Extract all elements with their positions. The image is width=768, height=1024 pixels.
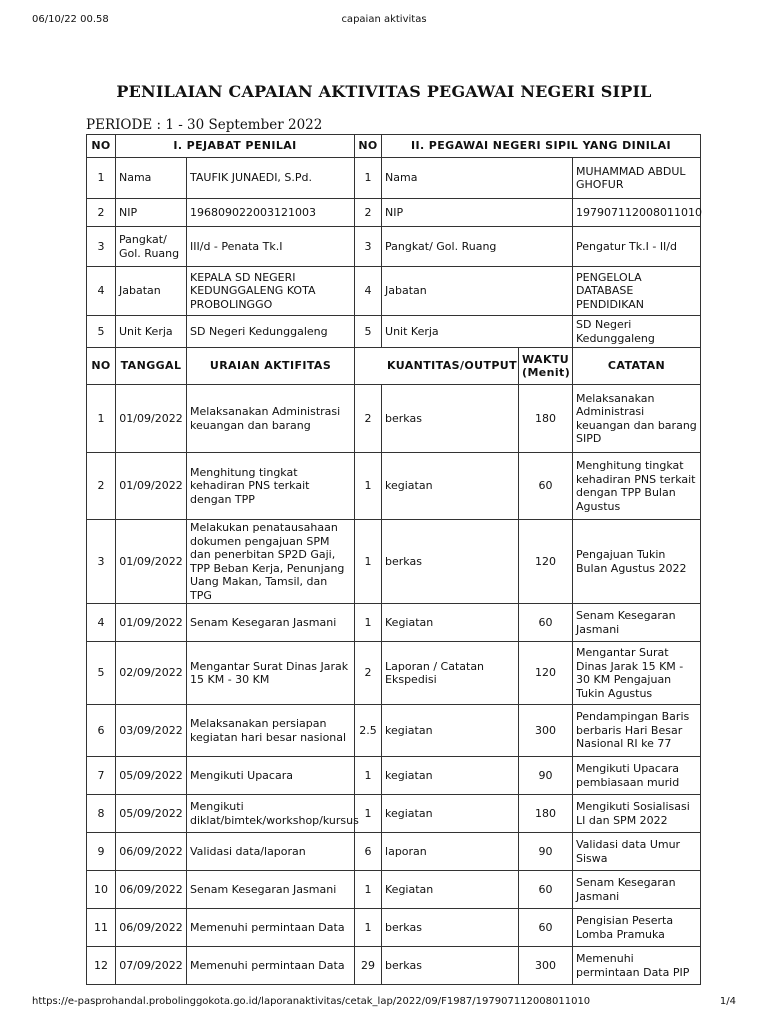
activity-quantity: 1 [355,453,382,520]
page-url: https://e-pasprohandal.probolinggokota.go.id/laporanaktivitas/cetak_lap/2022/09/F1987/197907112008011010 [32,996,591,1007]
info-value2: PENGELOLA DATABASE PENDIDIKAN [573,267,701,316]
activity-minutes: 60 [519,909,573,947]
activity-unit: laporan [382,833,519,871]
info-value: TAUFIK JUNAEDI, S.Pd. [187,158,355,199]
info-no2: 3 [355,227,382,267]
info-row [87,158,701,199]
info-header-pejabat: I. PEJABAT PENILAI [116,135,355,158]
activity-header-kuantitas: KUANTITAS/OUTPUT [355,348,519,385]
info-value: 196809022003121003 [187,199,355,227]
activity-row [87,520,701,604]
info-row [87,316,701,348]
activity-note: Senam Kesegaran Jasmani [573,604,701,642]
info-header-pegawai: II. PEGAWAI NEGERI SIPIL YANG DINILAI [382,135,701,158]
info-no: 5 [87,316,116,348]
activity-header-uraian: URAIAN AKTIFITAS [187,348,355,385]
info-label2: NIP [382,199,573,227]
activity-no: 6 [87,705,116,757]
activity-date: 05/09/2022 [116,795,187,833]
activity-note: Senam Kesegaran Jasmani [573,871,701,909]
activity-quantity: 1 [355,871,382,909]
activity-description: Melaksanakan Administrasi keuangan dan barang [187,385,355,453]
info-value2: MUHAMMAD ABDUL GHOFUR [573,158,701,199]
info-row [87,267,701,316]
activity-no: 2 [87,453,116,520]
activity-row [87,385,701,453]
info-no: 4 [87,267,116,316]
activity-date: 06/09/2022 [116,909,187,947]
document-title: PENILAIAN CAPAIAN AKTIVITAS PEGAWAI NEGERI SIPIL [116,82,652,101]
info-no: 3 [87,227,116,267]
activity-row [87,757,701,795]
activity-minutes: 60 [519,453,573,520]
info-label2: Jabatan [382,267,573,316]
activity-note: Memenuhi permintaan Data PIP [573,947,701,985]
activity-date: 07/09/2022 [116,947,187,985]
info-value: III/d - Penata Tk.I [187,227,355,267]
print-page-title: capaian aktivitas [341,14,427,25]
activity-row [87,453,701,520]
activity-note: Melaksanakan Administrasi keuangan dan barang SIPD [573,385,701,453]
activity-no: 8 [87,795,116,833]
activity-unit: kegiatan [382,453,519,520]
activity-no: 5 [87,642,116,705]
periode-label: PERIODE : 1 - 30 September 2022 [86,117,323,133]
activity-note: Mengikuti Upacara pembiasaan murid [573,757,701,795]
info-row [87,199,701,227]
activity-row [87,705,701,757]
activity-quantity: 2 [355,385,382,453]
info-value: KEPALA SD NEGERI KEDUNGGALENG KOTA PROBOLINGGO [187,267,355,316]
activity-date: 01/09/2022 [116,453,187,520]
info-label: NIP [116,199,187,227]
activity-unit: kegiatan [382,757,519,795]
info-label2: Pangkat/ Gol. Ruang [382,227,573,267]
activity-minutes: 60 [519,604,573,642]
activity-header-catatan: CATATAN [573,348,701,385]
activity-minutes: 300 [519,947,573,985]
activity-row [87,604,701,642]
activity-header-row [87,348,701,385]
activity-row [87,642,701,705]
activity-unit: berkas [382,385,519,453]
activity-description: Senam Kesegaran Jasmani [187,604,355,642]
activity-no: 3 [87,520,116,604]
activity-unit: kegiatan [382,705,519,757]
info-no: 1 [87,158,116,199]
info-header-row [87,135,701,158]
activity-row [87,909,701,947]
info-no: 2 [87,199,116,227]
activity-description: Melaksanakan persiapan kegiatan hari besar nasional [187,705,355,757]
info-no2: 2 [355,199,382,227]
activity-description: Mengantar Surat Dinas Jarak 15 KM - 30 KM [187,642,355,705]
activity-row [87,871,701,909]
activity-row [87,795,701,833]
activity-minutes: 90 [519,757,573,795]
activity-unit: kegiatan [382,795,519,833]
page-number: 1/4 [719,996,736,1007]
activity-quantity: 29 [355,947,382,985]
activity-no: 4 [87,604,116,642]
info-label2: Unit Kerja [382,316,573,348]
print-datetime: 06/10/22 00.58 [32,14,109,25]
activity-quantity: 1 [355,795,382,833]
activity-description: Melakukan penatausahaan dokumen pengajuan SPM dan penerbitan SP2D Gaji, TPP Beban Kerja, Penunjang Uang Makan, Tamsil, dan TPG [187,520,355,604]
activity-quantity: 1 [355,604,382,642]
activity-no: 11 [87,909,116,947]
activity-date: 05/09/2022 [116,757,187,795]
activity-no: 1 [87,385,116,453]
info-label: Unit Kerja [116,316,187,348]
activity-description: Memenuhi permintaan Data [187,947,355,985]
activity-date: 01/09/2022 [116,385,187,453]
activity-date: 01/09/2022 [116,604,187,642]
activity-date: 02/09/2022 [116,642,187,705]
activity-no: 10 [87,871,116,909]
activity-header-tanggal: TANGGAL [116,348,187,385]
info-header-no2: NO [355,135,382,158]
activity-description: Memenuhi permintaan Data [187,909,355,947]
activity-note: Pendampingan Baris berbaris Hari Besar Nasional RI ke 77 [573,705,701,757]
info-label: Pangkat/ Gol. Ruang [116,227,187,267]
activity-description: Mengikuti diklat/bimtek/workshop/kursus [187,795,355,833]
activity-description: Validasi data/laporan [187,833,355,871]
activity-no: 12 [87,947,116,985]
activity-unit: Kegiatan [382,871,519,909]
info-value: SD Negeri Kedunggaleng [187,316,355,348]
activity-description: Senam Kesegaran Jasmani [187,871,355,909]
activity-minutes: 120 [519,642,573,705]
activity-quantity: 1 [355,909,382,947]
activity-quantity: 6 [355,833,382,871]
info-no2: 4 [355,267,382,316]
activity-quantity: 1 [355,520,382,604]
activity-date: 01/09/2022 [116,520,187,604]
activity-minutes: 90 [519,833,573,871]
activity-row [87,947,701,985]
activity-note: Pengisian Peserta Lomba Pramuka [573,909,701,947]
activity-note: Validasi data Umur Siswa [573,833,701,871]
activity-minutes: 60 [519,871,573,909]
info-row [87,227,701,267]
activity-no: 9 [87,833,116,871]
info-value2: SD Negeri Kedunggaleng [573,316,701,348]
activity-quantity: 1 [355,757,382,795]
info-value2: Pengatur Tk.I - II/d [573,227,701,267]
activity-no: 7 [87,757,116,795]
activity-note: Menghitung tingkat kehadiran PNS terkait dengan TPP Bulan Agustus [573,453,701,520]
activity-note: Mengikuti Sosialisasi LI dan SPM 2022 [573,795,701,833]
info-value2: 197907112008011010 [573,199,701,227]
activity-date: 06/09/2022 [116,871,187,909]
assessment-table [86,134,701,985]
activity-unit: berkas [382,520,519,604]
activity-unit: Kegiatan [382,604,519,642]
activity-minutes: 180 [519,385,573,453]
activity-minutes: 180 [519,795,573,833]
info-header-no: NO [87,135,116,158]
activity-date: 03/09/2022 [116,705,187,757]
activity-date: 06/09/2022 [116,833,187,871]
activity-description: Menghitung tingkat kehadiran PNS terkait dengan TPP [187,453,355,520]
activity-minutes: 300 [519,705,573,757]
activity-header-waktu: WAKTU (Menit) [519,348,573,385]
activity-unit: berkas [382,909,519,947]
activity-quantity: 2 [355,642,382,705]
info-label: Nama [116,158,187,199]
activity-unit: Laporan / Catatan Ekspedisi [382,642,519,705]
info-no2: 1 [355,158,382,199]
activity-quantity: 2.5 [355,705,382,757]
activity-header-no: NO [87,348,116,385]
info-label: Jabatan [116,267,187,316]
info-label2: Nama [382,158,573,199]
activity-note: Mengantar Surat Dinas Jarak 15 KM - 30 KM Pengajuan Tukin Agustus [573,642,701,705]
info-no2: 5 [355,316,382,348]
activity-description: Mengikuti Upacara [187,757,355,795]
activity-unit: berkas [382,947,519,985]
activity-minutes: 120 [519,520,573,604]
activity-note: Pengajuan Tukin Bulan Agustus 2022 [573,520,701,604]
activity-row [87,833,701,871]
